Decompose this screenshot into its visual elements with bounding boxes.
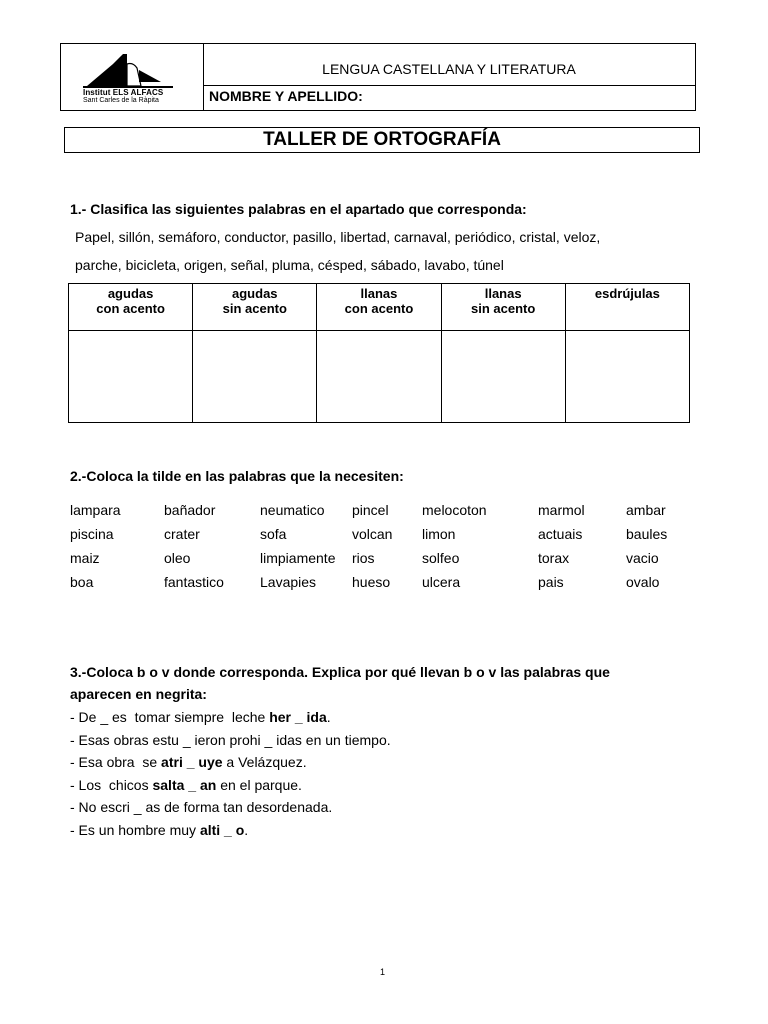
word-item: volcan	[352, 526, 393, 542]
word-item: torax	[538, 550, 570, 566]
q1-words-line2: parche, bicicleta, origen, señal, pluma, césped, sábado, lavabo, túnel	[75, 257, 504, 273]
word-item: fantastico	[164, 574, 224, 590]
header-box	[60, 43, 696, 111]
bold-word: alti _ o	[199, 821, 245, 838]
word-item: baules	[626, 526, 668, 542]
answer-cell[interactable]	[69, 331, 193, 423]
word-item: lampara	[70, 502, 121, 518]
sentence-text: - Esa obra se	[70, 754, 162, 770]
sentence-item	[70, 777, 302, 793]
word-item: bañador	[164, 502, 216, 518]
sentence-text: en el parque.	[216, 776, 302, 793]
q2-heading: 2.-Coloca la tilde en las palabras que la necesiten:	[70, 468, 404, 484]
school-name: Institut ELS ALFACS	[83, 88, 164, 97]
sentence-text: .	[244, 821, 249, 838]
word-item: neumatico	[260, 502, 325, 518]
name-field-label: NOMBRE Y APELLIDO:	[209, 88, 363, 104]
sentence-text: - Es un hombre muy	[70, 821, 200, 838]
word-item: limpiamente	[260, 550, 336, 566]
word-item: piscina	[70, 526, 114, 542]
column-header: agudas con acento	[69, 284, 193, 331]
sentence-text: - No escri _ as de forma tan desordenada.	[70, 799, 333, 815]
sentence-text: a Velázquez.	[222, 754, 307, 770]
q3-heading-line2: aparecen en negrita:	[70, 686, 207, 702]
word-item: vacio	[626, 550, 659, 566]
sentence-text: - Los chicos	[70, 776, 153, 793]
word-item: ulcera	[422, 574, 461, 590]
sentence-item	[70, 709, 331, 725]
sentence-item	[70, 754, 307, 770]
classification-table	[68, 283, 690, 423]
q1-heading: 1.- Clasifica las siguientes palabras en el apartado que corresponda:	[70, 201, 527, 217]
word-item: hueso	[352, 574, 391, 590]
column-header: llanas sin acento	[441, 284, 565, 331]
table-answer-row	[69, 331, 690, 423]
sentence-text: - Esas obras estu _ ieron prohi _ idas en un tiempo.	[70, 731, 391, 748]
word-item: Lavapies	[260, 574, 317, 590]
word-item: pais	[538, 574, 564, 590]
word-item: melocoton	[422, 502, 487, 518]
word-item: actuais	[538, 526, 583, 542]
bold-word: her _ ida	[269, 709, 327, 725]
word-item: boa	[70, 574, 94, 590]
sentence-text: .	[326, 709, 331, 725]
logo-cell	[61, 44, 204, 110]
answer-cell[interactable]	[317, 331, 441, 423]
word-item: oleo	[164, 550, 191, 566]
word-item: ambar	[626, 502, 666, 518]
column-header: agudas sin acento	[193, 284, 317, 331]
bold-word: atri _ uye	[161, 754, 223, 770]
q1-words-line1: Papel, sillón, semáforo, conductor, pasillo, libertad, carnaval, periódico, cristal, veloz,	[75, 229, 601, 245]
column-header: llanas con acento	[317, 284, 441, 331]
answer-cell[interactable]	[441, 331, 565, 423]
column-header: esdrújulas	[565, 284, 689, 331]
word-item: sofa	[260, 526, 287, 542]
sentence-item	[70, 822, 248, 838]
bold-word: salta _ an	[152, 776, 217, 793]
word-item: ovalo	[626, 574, 660, 590]
school-logo-icon	[83, 50, 175, 88]
word-item: marmol	[538, 502, 585, 518]
table-header-row	[69, 284, 690, 331]
word-item: crater	[164, 526, 200, 542]
school-place: Sant Carles de la Ràpita	[83, 97, 159, 104]
answer-cell[interactable]	[193, 331, 317, 423]
sentence-text: - De _ es tomar siempre leche	[70, 709, 270, 725]
word-item: limon	[422, 526, 456, 542]
page-number: 1	[380, 967, 386, 977]
word-item: rios	[352, 550, 375, 566]
page-title: TALLER DE ORTOGRAFÍA	[64, 127, 700, 153]
sentence-item	[70, 799, 332, 815]
course-title: LENGUA CASTELLANA Y LITERATURA	[203, 44, 695, 86]
answer-cell[interactable]	[565, 331, 689, 423]
sentence-item	[70, 732, 391, 748]
q3-heading-line1: 3.-Coloca b o v donde corresponda. Explica por qué llevan b o v las palabras que	[70, 664, 610, 680]
word-item: pincel	[352, 502, 389, 518]
word-item: solfeo	[422, 550, 460, 566]
word-item: maiz	[70, 550, 100, 566]
